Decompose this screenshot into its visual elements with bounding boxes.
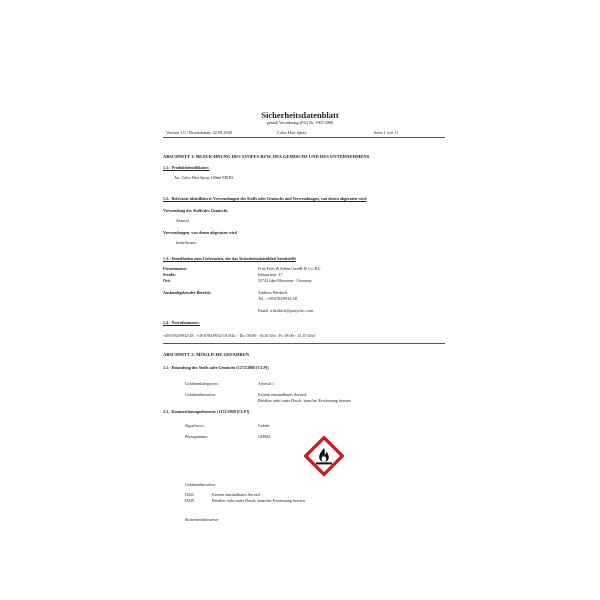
product-name-header: Color Hair Spray [277, 130, 307, 135]
signal-value: Gefahr [258, 423, 270, 428]
document-subtitle: gemäß Verordnung (EG) Nr. 1907/2006 [266, 120, 334, 125]
hazard-cat-value: Aerosol 1 [258, 381, 275, 386]
contact-email[interactable]: Email: a.heidrich@partychic.com [258, 308, 314, 313]
contact-name: Andreas Heidrich [258, 290, 287, 295]
header-rule [163, 137, 445, 138]
advised-label: Verwendungen, von denen abgeraten wird [163, 230, 237, 235]
s14-label: 1.4.- Notrufnummer: [163, 320, 200, 325]
hazard-note-2: Behälter steht unter Druck: kann bei Erwärmung bersten. [258, 398, 352, 403]
city-label: Ort: [163, 278, 171, 283]
section-1-heading: ABSCHNITT 1: BEZEICHNUNG DES STOFFS BZW. DES GEMISCHS UND DES UNTERNEHMENS [163, 154, 370, 159]
company-label: Firmenname: [163, 266, 187, 271]
s21-label: 2.1.- Einstufung des Stoffs oder Gemischs (1272/2008 [CLP]) [163, 365, 269, 370]
picto-value: GHS02 [258, 434, 271, 439]
section-2-heading: ABSCHNITT 2: MÖGLICHE GEFAHREN [163, 352, 250, 357]
h222-text: Extrem entzündbares Aerosol [212, 492, 261, 497]
picto-label: Piktogramme: [185, 434, 209, 439]
document-title: Sicherheitsdatenblatt [261, 110, 339, 120]
safety-label: Sicherheitshinweise: [185, 517, 219, 522]
hazard-note-label: Gefahrenhinweise: [185, 392, 216, 397]
use-label: Verwendung des Stoffs/des Gemischs [163, 208, 228, 213]
s13-label: 1.3.- Einzelheiten zum Lieferanten, der das Sicherheitsdatenblatt bereitstellt [163, 256, 296, 261]
flame-icon [304, 436, 344, 476]
use-value: Aerosol [176, 218, 189, 223]
s14-value: +49 6784/9932-28 ; +49 6784/9932-18 (Mo. - Do. 08:00 - 16.30 Uhr ; Fr. 08.00 - 13.15 Uhr) [163, 333, 316, 338]
contact-tel: Tel.: +49 6784/9932-28 [258, 296, 297, 301]
s22-label: 2.2.- Kennzeichnungselemente (1272/2008 [CLP]) [163, 409, 250, 414]
street-label: Straße: [163, 272, 176, 277]
section-1-rule [163, 343, 445, 344]
s12-label: 1.2.- Relevante identifizierte Verwendungen des Stoffs oder Gemischs und Verwendungen, von denen abgeraten wird [163, 196, 367, 201]
h222-code: H222 [185, 492, 195, 497]
contact-label: Auskunftgebender Bereich: [163, 290, 212, 295]
company-value: Fritz Fries & Söhne GmbH & Co. KG [258, 266, 321, 271]
street-value: Industriestr. 17 [258, 272, 283, 277]
hazard-cat-label: Gefahrenkategorien: [185, 381, 219, 386]
city-value: 55743 Idar-Oberstein - Germany [258, 278, 312, 283]
advised-value: keine/keiner [176, 240, 197, 245]
version-date: Version 1.0 / Druckdatum: 02.09.2020 [166, 130, 232, 135]
h229-text: Behälter steht unter Druck: kann bei Erwärmung bersten [212, 498, 305, 503]
hazard-statements-label: Gefahrenhinweise: [185, 482, 216, 487]
s11-label: 1.1.- Produktidentifikator: [163, 165, 210, 170]
signal-label: Signalwort : [185, 423, 206, 428]
h229-code: H229 [185, 498, 195, 503]
hazard-note-1: Extrem entzündbares Aerosol. [258, 392, 308, 397]
s11-value: Art. Color Hair Spray 100ml FRIES [174, 175, 234, 180]
page-number: Seite 1 von 11 [374, 130, 399, 135]
